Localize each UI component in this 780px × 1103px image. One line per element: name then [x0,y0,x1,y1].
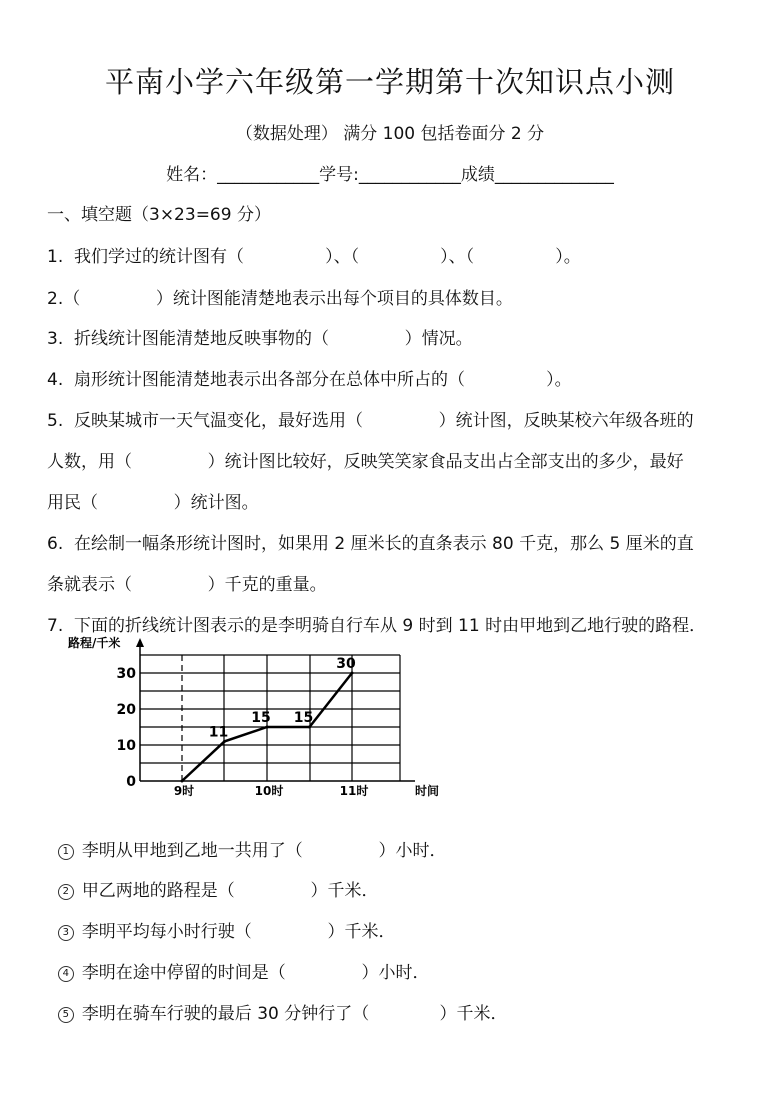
sub-question-3 [47,897,395,942]
x-tick-label: 11时 [339,784,369,798]
sub-question-4 [47,938,429,983]
circled-number: 3 [58,925,74,941]
question-6-line-1: 6. 在绘制一幅条形统计图时，如果用 2 厘米长的直条表示 80 千克，那么 5 厘米的直 [47,534,694,554]
y-axis-arrow [136,638,144,647]
sub-question-text: 李明从甲地到乙地一共用了（ ）小时． [81,841,447,861]
distance-line-chart [60,633,460,803]
x-tick-label: 9时 [173,784,195,798]
question-5-line-1: 5. 反映某城市一天气温变化，最好选用（ ）统计图，反映某校六年级各班的 [47,411,694,431]
circled-number: 4 [58,966,74,982]
page-title: 平南小学六年级第一学期第十次知识点小测 [104,65,675,99]
data-label: 15 [251,710,271,726]
sub-question-2 [47,856,378,901]
circled-number: 1 [58,844,74,860]
y-tick-label: 30 [116,666,136,682]
y-tick-label: 20 [116,702,136,718]
question-2: 2.（ ）统计图能清楚地表示出每个项目的具体数目。 [47,289,513,309]
sub-question-1 [47,816,446,861]
data-label: 30 [336,656,356,672]
sub-question-text: 李明在途中停留的时间是（ ）小时． [81,963,430,983]
x-tick-label: 10时 [254,784,284,798]
section-heading: 一、填空题（3×23=69 分） [47,205,271,225]
sub-question-5 [47,979,508,1024]
y-tick-label: 0 [126,774,136,790]
question-6-line-2: 条就表示（ ）千克的重量。 [47,575,327,595]
question-3: 3. 折线统计图能清楚地反映事物的（ ）情况。 [47,329,473,349]
circled-number: 2 [58,884,74,900]
student-info-line: 姓名：____________学号:____________成绩______________ [166,165,614,185]
question-7: 7. 下面的折线统计图表示的是李明骑自行车从 9 时到 11 时由甲地到乙地行驶的路程． [47,616,707,636]
data-label: 15 [293,710,314,726]
data-label: 11 [208,724,229,741]
sub-question-text: 李明平均每小时行驶（ ）千米． [81,922,396,942]
y-axis-label: 路程/千米 [68,636,121,650]
question-1: 1. 我们学过的统计图有（ ）、（ ）、（ ）。 [47,247,581,267]
question-4: 4. 扇形统计图能清楚地表示出各部分在总体中所占的（ ）。 [47,370,572,390]
circled-number: 5 [58,1007,74,1023]
sub-question-text: 甲乙两地的路程是（ ）千米． [81,881,379,901]
sub-question-text: 李明在骑车行驶的最后 30 分钟行了（ ）千米． [81,1004,508,1024]
data-point [181,780,184,783]
page-subtitle: （数据处理） 满分 100 包括卷面分 2 分 [235,124,545,144]
x-axis-label: 时间 [415,784,440,798]
question-5-line-2: 人数，用（ ）统计图比较好，反映笑笑家食品支出占全部支出的多少，最好 [47,452,684,472]
chart-labels [68,635,439,798]
y-tick-label: 10 [116,738,136,754]
question-5-line-3: 用民（ ）统计图。 [47,493,259,513]
